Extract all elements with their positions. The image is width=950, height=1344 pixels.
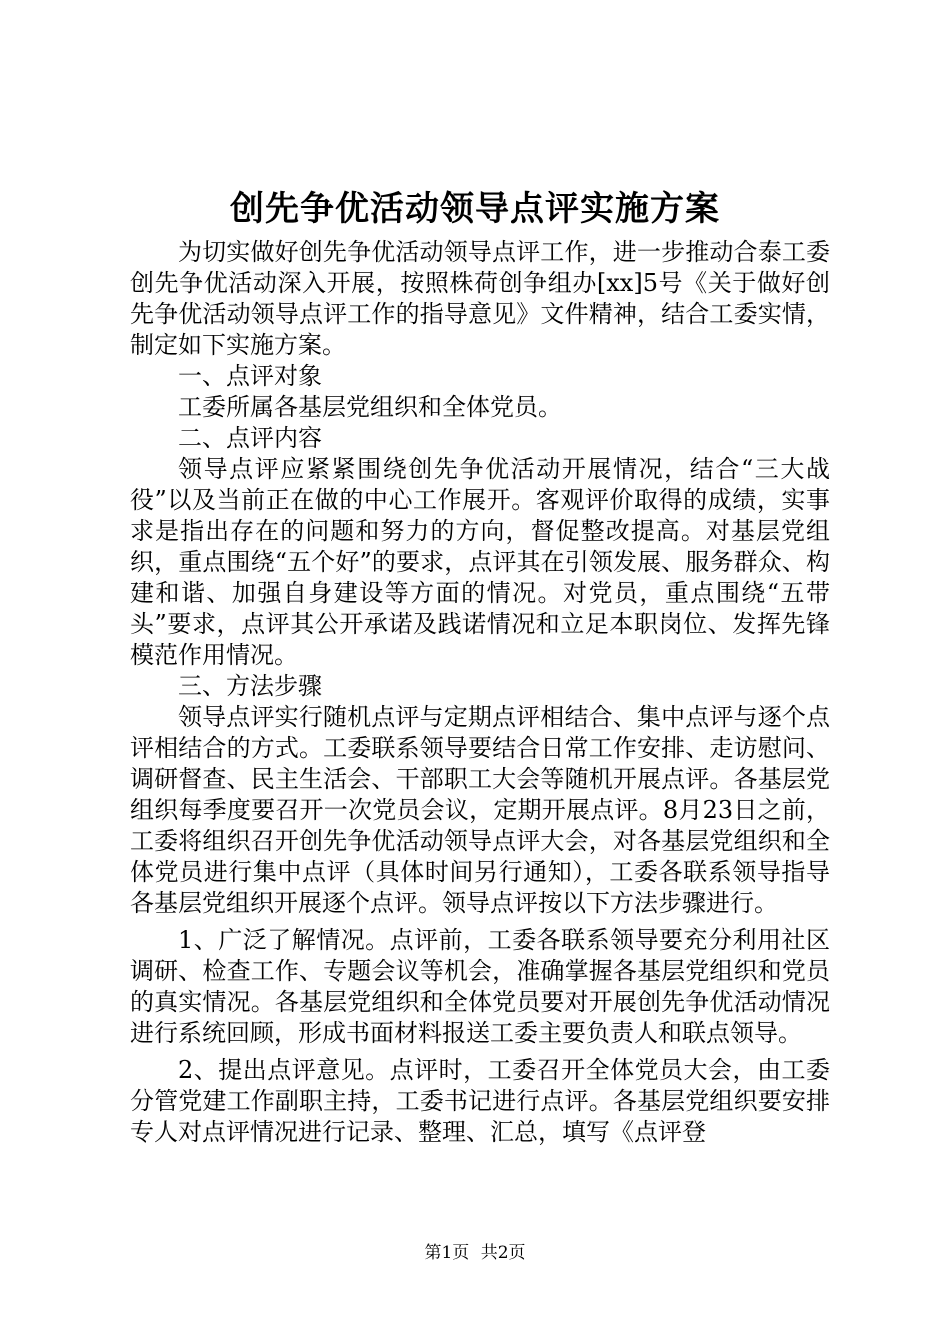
paragraph-step-1: 1、广泛了解情况。点评前，工委各联系领导要充分利用社区调研、检查工作、专题会议等机会，准确掌握各基层党组织和党员的真实情况。各基层党组织和全体党员要对开展创先争优活动情况进行系统回顾，形成书面材料报送工委主要负责人和联点领导。 <box>130 926 830 1047</box>
document-body <box>130 237 830 1148</box>
paragraph-intro: 为切实做好创先争优活动领导点评工作，进一步推动合泰工委创先争优活动深入开展，按照株荷创争组办[xx]5号《关于做好创先争优活动领导点评工作的指导意见》文件精神，结合工委实情，制定如下实施方案。 <box>130 238 830 359</box>
page-number-current: 第1页 <box>424 1243 470 1263</box>
page-footer <box>0 1241 950 1265</box>
document-title: 创先争优活动领导点评实施方案 <box>230 189 720 229</box>
page-number-total: 共2页 <box>480 1243 526 1263</box>
paragraph-targets: 工委所属各基层党组织和全体党员。 <box>178 393 562 421</box>
section-heading-3: 三、方法步骤 <box>178 672 322 700</box>
paragraph-step-2: 2、提出点评意见。点评时，工委召开全体党员大会，由工委分管党建工作副职主持，工委书记进行点评。各基层党组织要安排专人对点评情况进行记录、整理、汇总，填写《点评登 <box>130 1056 830 1146</box>
section-heading-1: 一、点评对象 <box>178 362 322 390</box>
paragraph-methods: 领导点评实行随机点评与定期点评相结合、集中点评与逐个点评相结合的方式。工委联系领导要结合日常工作安排、走访慰问、调研督查、民主生活会、干部职工大会等随机开展点评。各基层党组织每季度要召开一次党员会议，定期开展点评。8月23日之前，工委将组织召开创先争优活动领导点评大会，对各基层党组织和全体党员进行集中点评（具体时间另行通知），工委各联系领导指导各基层党组织开展逐个点评。领导点评按以下方法步骤进行。 <box>130 703 830 917</box>
paragraph-content: 领导点评应紧紧围绕创先争优活动开展情况，结合“三大战役”以及当前正在做的中心工作展开。客观评价取得的成绩，实事求是指出存在的问题和努力的方向，督促整改提高。对基层党组织，重点围绕“五个好”的要求，点评其在引领发展、服务群众、构建和谐、加强自身建设等方面的情况。对党员，重点围绕“五带头”要求，点评其公开承诺及践诺情况和立足本职岗位、发挥先锋模范作用情况。 <box>130 455 830 669</box>
section-heading-2: 二、点评内容 <box>178 424 322 452</box>
